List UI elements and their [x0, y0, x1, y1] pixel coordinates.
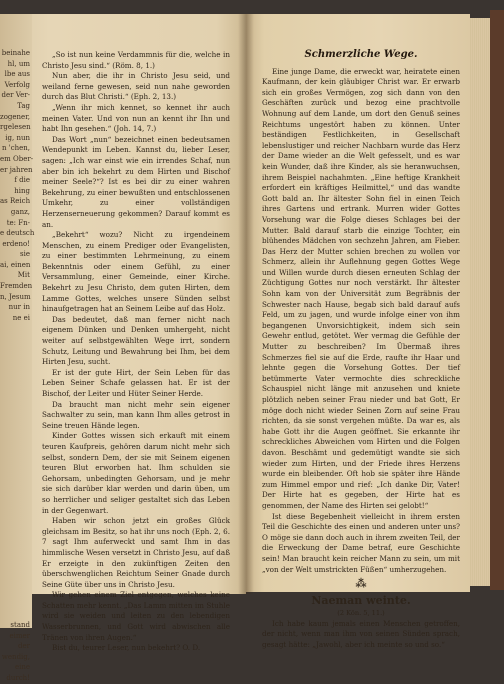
book-cover — [490, 10, 504, 590]
left-paragraph: Bist du, teurer Leser, nun bekehrt? O. D. — [52, 643, 201, 653]
edge-fragment-line: lbe aus — [4, 70, 30, 79]
edge-fragment-line — [0, 440, 32, 451]
edge-fragment-line — [0, 451, 32, 462]
edge-fragment-line — [0, 514, 32, 525]
edge-fragment-line — [0, 429, 32, 440]
edge-fragment-line: ganz, — [10, 207, 30, 216]
edge-fragment-line — [0, 323, 32, 334]
left-paragraph: Nun aber, die ihr in Christo Jesu seid, und weiland ferne gewesen, seid nun nahe geworden durch das Blut Christi.“ (Eph. 2, 13.) — [42, 71, 230, 102]
edge-fragment-line — [0, 525, 32, 536]
book-gutter — [238, 14, 254, 594]
edge-fragment-line — [0, 535, 32, 546]
edge-fragment-line — [0, 557, 32, 568]
edge-fragment-line: stand — [10, 621, 30, 630]
edge-fragment-line: Mit — [17, 271, 30, 280]
edge-fragment-line — [0, 546, 32, 557]
edge-fragment-line: f die — [14, 176, 30, 185]
edge-fragment-line: eine — [14, 663, 30, 672]
poem-reference: (2 Kön. 5, 11.) — [337, 609, 385, 618]
left-paragraph: „Bekehrt“ wozu? Nicht zu irgendeinem Menschen, zu einem Prediger oder Evangelisten, zu einer bestimmten Lehrmeinung, zu einem Bekenntnis oder einem Gefühl, zu einer Versammlung, einer Gemeinde, einer Kirche. Bekehrt zu Jesu Christo, dem guten Hirten, dem Lamme Gottes, welches unsere Sünden selbst hinaufgetragen hat an Seinem Leibe auf das Holz. — [42, 230, 230, 314]
edge-fragment-line — [0, 387, 32, 398]
left-paragraph: Da braucht man nicht mehr sein eigener Sachwalter zu sein, man kann Ihm alles getrost in Seine treuen Hände legen. — [42, 399, 230, 430]
edge-fragment-line: erdeno! — [2, 239, 30, 248]
right-paragraph: Ist diese Begebenheit vielleicht in ihrem ersten Teil die Geschichte des einen und anderen unter uns? O möge sie dann doch auch in ihrem zweiten Teil, der die Erweckung der Dame betraf, eure Geschichte sein! Man braucht kein reicher Mann zu sein, um mit „von der Welt umstrickten Füßen“ umherzugehen. — [262, 511, 460, 574]
edge-fragment-line: zogener, — [0, 112, 30, 121]
edge-fragment-line — [0, 376, 32, 387]
edge-fragment-line — [0, 355, 32, 366]
edge-fragment-line — [0, 588, 32, 599]
edge-fragment-line: der Ver- — [1, 91, 30, 100]
right-column-text — [262, 50, 460, 651]
left-paragraph: Das Wort „nun“ bezeichnet einen bedeutsamen Wendepunkt im Leben. Kannst du, lieber Leser, sagen: „Ich war einst wie ein irrendes Schaf, nun aber bin ich bekehrt zu dem Hirten und Bischof meiner Seele?“? Ist es bei dir zu einer wahren Bekehrung, zu einer bewußten und entschlossenen Umkehr, zu einer vollständigen Herzenserneuerung gekommen? Darauf kommt es an. — [42, 134, 230, 229]
edge-fragment-line — [0, 408, 32, 419]
edge-fragment-line: n 'chen, — [2, 144, 30, 153]
edge-fragment-line: wendig, — [1, 652, 30, 661]
edge-fragment-line: n, Jesum — [0, 292, 31, 301]
left-paragraph: „So ist nun keine Verdammnis für die, welche in Christo Jesu sind.“ (Röm. 8, 1.) — [42, 50, 230, 70]
edge-fragment-line — [0, 599, 32, 610]
edge-fragment-line — [0, 334, 32, 345]
edge-fragment-line — [0, 366, 32, 377]
page-edges — [470, 18, 490, 586]
edge-fragment-line: der — [18, 642, 30, 651]
edge-fragment-line — [0, 398, 32, 409]
edge-fragment-line: as Reich — [0, 197, 31, 206]
edge-fragment-line: Tag — [17, 101, 30, 110]
poem-text: Ich habe kaum jemals einen Menschen getroffen, der nicht, wenn man ihm von seinen Sünden sprach, gesagt hätte: „Jawohl, aber ich meinte so und so.“ — [262, 618, 460, 650]
edge-fragment-line — [0, 419, 32, 430]
edge-fragment-line — [0, 345, 32, 356]
edge-fragment-line: hl, um — [7, 59, 30, 68]
left-paragraph: Haben wir schon jetzt ein großes Glück gleichsam im Besitz, so hat ihr uns noch (Eph. 2, 6. 7 sagt Ihm auferweckt und samt Ihm in das himmlische Wesen versetzt in Christo Jesu, auf daß Er erzeigte in den zukünftigen Zeiten den überschwenglichen Reichtum Seiner Gnade durch Seine Güte über uns in Christo Jesu. — [42, 516, 230, 589]
edge-fragment-line: er jahren — [0, 165, 33, 174]
left-paragraph: „Wenn ihr mich kennet, so kennet ihr auch meinen Vater. Und von nun an kennt ihr Ihn und habt Ihn gesehen.“ (Joh. 14, 7.) — [42, 102, 230, 134]
previous-page-edge — [0, 14, 35, 683]
edge-fragment-line — [0, 609, 32, 620]
edge-fragment-line: ai, einen — [0, 260, 31, 269]
edge-fragment-line: sie — [20, 250, 30, 259]
edge-fragment-line: Verfolg — [4, 80, 30, 89]
left-paragraph: Er ist der gute Hirt, der Sein Leben für das Leben Seiner Schafe gelassen hat. Er ist der Bischof, der Leiter und Hüter Seiner Herde. — [42, 367, 230, 398]
edge-fragment-line — [0, 493, 32, 504]
edge-fragment-line — [0, 482, 32, 493]
left-column-text — [42, 50, 230, 654]
left-paragraph: Wir gehen einem Ziel entgegen, welches keine Schatten mehr kennt. „Das Lamm mitten im Stuhle wird sie weiden und leiten zu den lebendigen Wasserbrunnen, und Gott wird abwischen alle Tränen von ihren Augen.“ — [42, 590, 230, 642]
edge-fragment-line — [0, 472, 32, 483]
edge-fragment-line: rgelesen — [0, 123, 31, 132]
article-heading: Schmerzliche Wege. — [304, 49, 418, 60]
right-paragraph: Eine junge Dame, die erweckt war, heiratete einen Kaufmann, der kein gläubiger Christ war. Er erwarb sich ein großes Vermögen, zog sich dann von den Geschäften zurück und bezog eine prachtvolle Wohnung auf dem Lande, um dort den Genuß seines Reichtums ungestört haben zu können. Unter beständigen Festlichkeiten, in Gesellschaft lebenslustiger und reicher Nachbarn wurde das Herz der Dame wieder an die Welt gefesselt, und es war kein Wunder, daß ihre Kinder, als sie heranwuchsen, ihrem Beispiel nachahmten. „Eine heftige Krankheit erfordert ein kräftiges Heilmittel,“ und das wandte Gott bald an. Ihr ältester Sohn fiel in einen Teich ihres Gartens und ertrank. Murren wider Gottes Vorsehung war die Folge dieses Schlages bei der Mutter. Bald darauf starb die einzige Tochter, ein blühendes Mädchen von sechzehn Jahren, am Fieber. Das Herz der Mutter schien brechen zu wollen vor Schmerz, allein ihr Auflehnung gegen Gottes Wege und Willen wurde durch diesen erneuten Schlag der Züchtigung Gottes nur noch verstärkt. Ihr ältester Sohn kam von der Universität zum Begräbnis der Schwester nach Hause, begab sich bald darauf aufs Feld, um zu jagen, und wurde infolge einer von ihm begangenen Unvorsichtigkeit, indem sich sein Gewehr entlud, getötet. Wer vermag die Gefühle der Mutter zu beschreiben? Im Übermaß ihres Schmerzes fiel sie auf die Erde, raufte ihr Haar und lehnte gegen die Vorsehung Gottes. Der tief betümmerte Vater vermochte dies schreckliche Schauspiel nicht länge mit anzusehen und kniete plötzlich neben seiner Frau nieder und bat Gott, Er möge doch nicht wieder Seinen Zorn auf seine Frau richten, da sie sonst vergehen müßte. Da war es, als habe Gott ihr die Augen geöffnet. Sie erkannte ihr schreckliches Abweichen vom Hirten und die Folgen davon. Beschämt und gedemütigt wandte sie sich wieder zum Hirten, und der Friede ihres Herzens wurde ein bleibender. Oft hob sie später ihre Hände zum Himmel empor und rief: „Ich danke Dir, Vater! Der Hirte hat es gegeben, der Hirte hat es genommen, der Name des Hirten sei gelobt!“ — [262, 66, 460, 510]
article-body — [262, 67, 460, 576]
edge-fragment-line: te: Fn- — [6, 218, 30, 227]
poem-title: Naeman weinte. — [311, 593, 411, 607]
edge-fragment-line — [0, 504, 32, 515]
left-paragraph: Kinder Gottes wissen sich erkauft mit einem teuren Kaufpreis, gehören darum nicht mehr sich selbst, sondern Dem, der sie mit Seinem eigenen teuren Blut erworben hat. Ihm schulden sie Gehorsam, unbedingten Gehorsam, und je mehr sie sich darüber klar werden und darin üben, um so herrlicher und seliger gestaltet sich das Leben in der Gegenwart. — [42, 431, 230, 515]
edge-fragment-line: beinahe — [1, 49, 30, 57]
edge-fragment-line: ig, nun — [5, 133, 30, 142]
edge-fragment-line: e deutsch — [0, 229, 35, 238]
edge-fragment-line: durch! — [6, 674, 30, 683]
edge-fragment-line — [0, 567, 32, 578]
edge-fragment-line: hing — [14, 186, 30, 195]
edge-fragment-line: ne ei — [12, 313, 30, 322]
edge-fragment-line: Fremden — [0, 282, 33, 291]
edge-fragment-line: em Ober- — [0, 154, 34, 163]
left-paragraph: Das bedeutet, daß man ferner nicht nach eigenem Dünken und Denken umhergeht, nicht weiter auf selbstgewählten Wege irrt, sondern Schutz, Leitung und Bewahrung bei Ihm, bei dem Hirten Jesu, sucht. — [42, 314, 230, 367]
edge-fragment-line: eimer — [9, 631, 30, 640]
edge-fragment-line: nur in — [8, 303, 30, 312]
section-divider-mark: ⁂ — [355, 577, 367, 591]
edge-fragment-line — [0, 578, 32, 589]
edge-fragment-line — [0, 461, 32, 472]
